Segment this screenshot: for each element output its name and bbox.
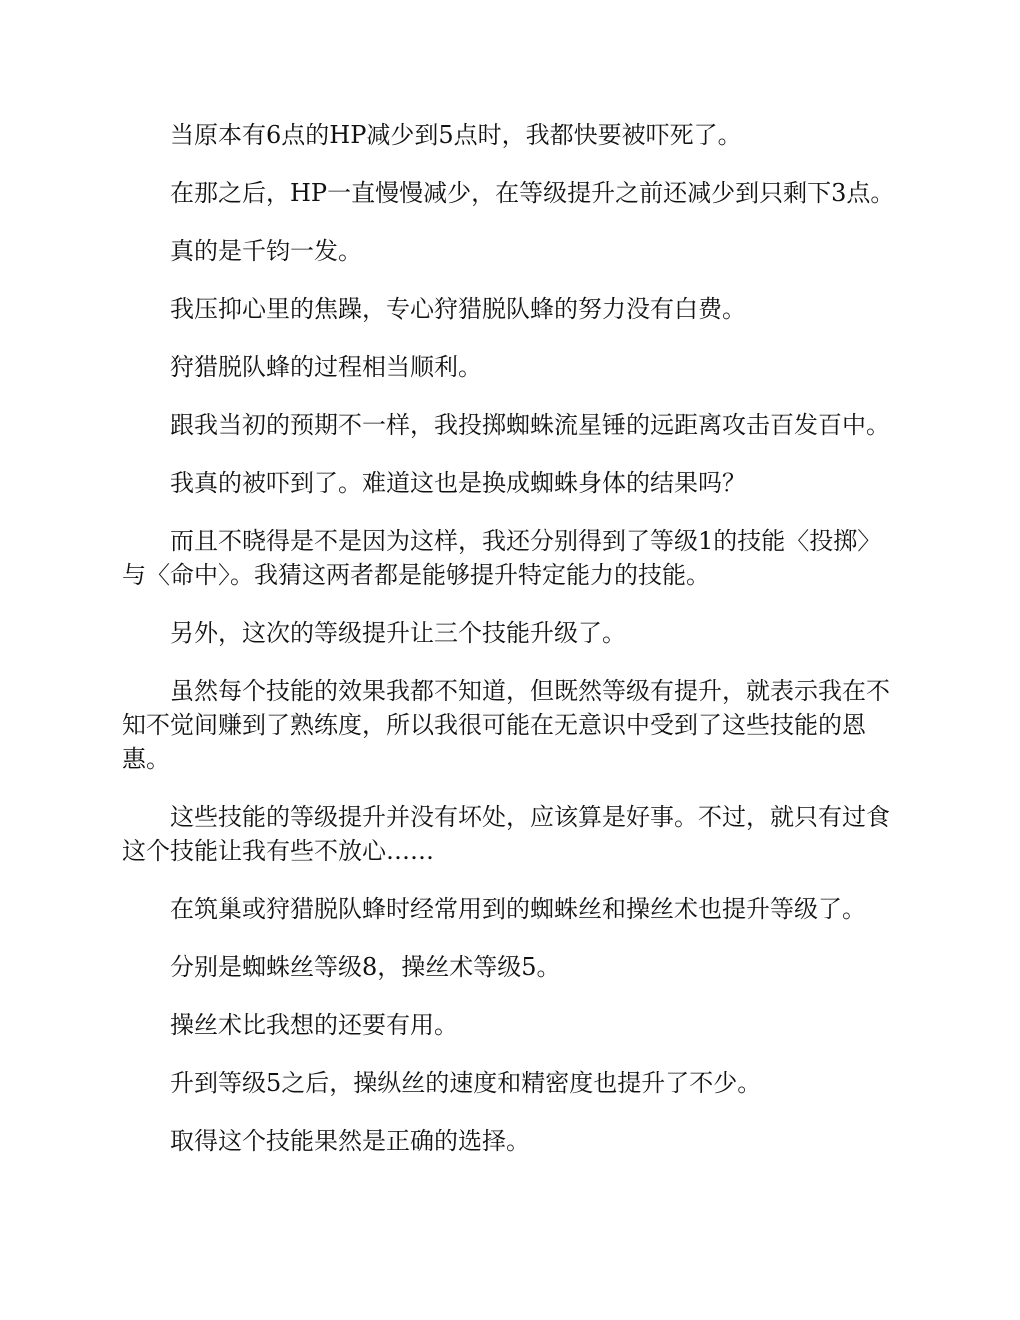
paragraph: 当原本有6点的HP减少到5点时，我都快要被吓死了。	[170, 121, 742, 149]
paragraph: 我压抑心里的焦躁，专心狩猎脱队蜂的努力没有白费。	[170, 295, 746, 323]
paragraph: 跟我当初的预期不一样，我投掷蜘蛛流星锤的远距离攻击百发百中。	[170, 411, 890, 439]
paragraph: 在那之后，HP一直慢慢减少，在等级提升之前还减少到只剩下3点。	[170, 179, 895, 207]
paragraph: 升到等级5之后，操纵丝的速度和精密度也提升了不少。	[170, 1069, 762, 1097]
document-page	[122, 118, 898, 1182]
paragraph: 取得这个技能果然是正确的选择。	[170, 1127, 530, 1155]
paragraph: 虽然每个技能的效果我都不知道，但既然等级有提升，就表示我在不知不觉间赚到了熟练度，所以我很可能在无意识中受到了这些技能的恩惠。	[122, 677, 890, 773]
paragraph: 我真的被吓到了。难道这也是换成蜘蛛身体的结果吗？	[170, 469, 746, 497]
paragraph: 这些技能的等级提升并没有坏处，应该算是好事。不过，就只有过食这个技能让我有些不放心……	[122, 803, 890, 865]
paragraph: 操丝术比我想的还要有用。	[170, 1011, 458, 1039]
paragraph: 在筑巢或狩猎脱队蜂时经常用到的蜘蛛丝和操丝术也提升等级了。	[170, 895, 866, 923]
paragraph: 狩猎脱队蜂的过程相当顺利。	[170, 353, 482, 381]
paragraph: 另外，这次的等级提升让三个技能升级了。	[170, 619, 626, 647]
paragraph: 真的是千钧一发。	[170, 237, 362, 265]
paragraph: 分别是蜘蛛丝等级8，操丝术等级5。	[170, 953, 561, 981]
paragraph: 而且不晓得是不是因为这样，我还分别得到了等级1的技能〈投掷〉与〈命中〉。我猜这两者都是能够提升特定能力的技能。	[122, 527, 882, 589]
